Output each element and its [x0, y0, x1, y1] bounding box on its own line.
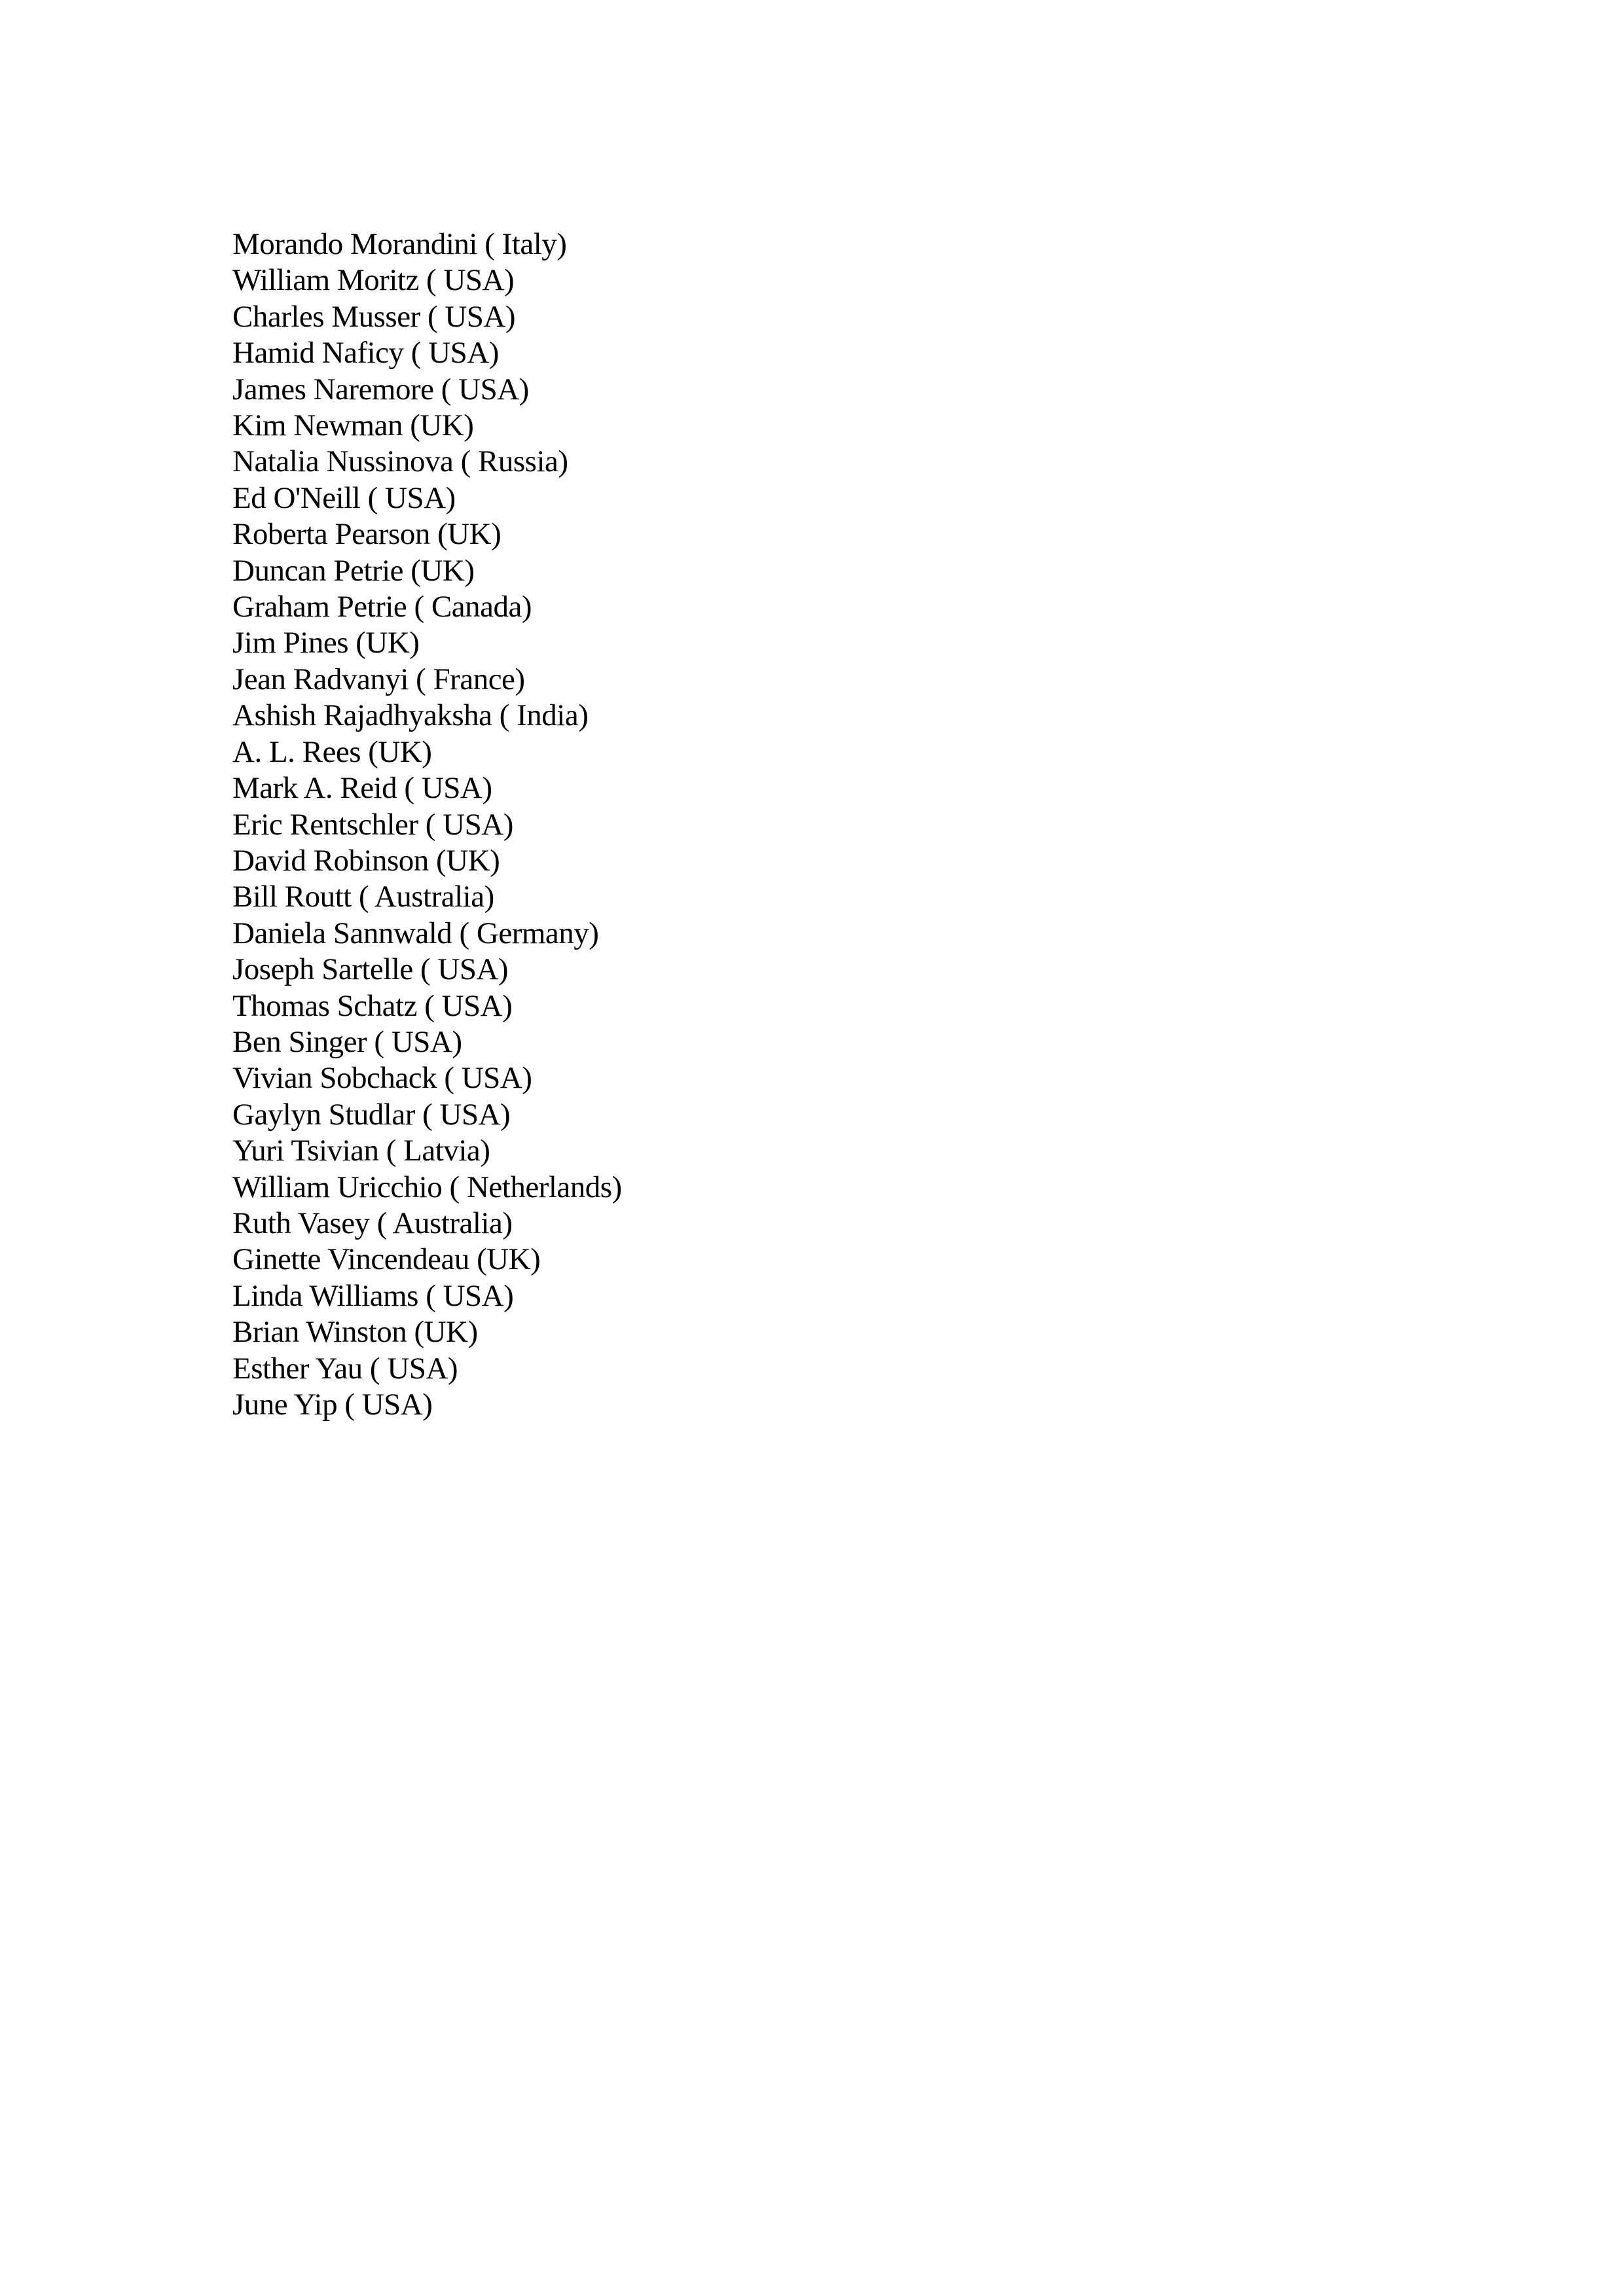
contributor-entry: Jean Radvanyi ( France) [232, 662, 525, 696]
contributor-entry: Roberta Pearson (UK) [232, 517, 501, 552]
contributor-list [232, 226, 622, 1423]
contributor-entry: James Naremore ( USA) [232, 372, 529, 406]
contributor-entry: Ruth Vasey ( Australia) [232, 1206, 513, 1240]
contributor-entry: A. L. Rees (UK) [232, 734, 432, 769]
contributor-entry: Kim Newman (UK) [232, 408, 474, 443]
contributor-entry: Ed O'Neill ( USA) [232, 480, 456, 515]
contributor-entry: William Moritz ( USA) [232, 263, 515, 298]
contributor-entry: Morando Morandini ( Italy) [232, 227, 567, 261]
contributor-entry: Bill Routt ( Australia) [232, 880, 494, 914]
contributor-entry: Vivian Sobchack ( USA) [232, 1061, 532, 1096]
contributor-entry: Charles Musser ( USA) [232, 299, 516, 334]
contributor-entry: Joseph Sartelle ( USA) [232, 952, 509, 987]
contributor-entry: Yuri Tsivian ( Latvia) [232, 1134, 490, 1168]
contributor-entry: Thomas Schatz ( USA) [232, 988, 513, 1023]
contributor-entry: Jim Pines (UK) [232, 626, 420, 660]
contributor-entry: Ben Singer ( USA) [232, 1024, 462, 1059]
contributor-entry: Esther Yau ( USA) [232, 1351, 458, 1386]
contributor-entry: Eric Rentschler ( USA) [232, 807, 513, 842]
contributor-entry: Gaylyn Studlar ( USA) [232, 1097, 511, 1132]
contributor-entry: Brian Winston (UK) [232, 1315, 478, 1350]
contributor-entry: Ashish Rajadhyaksha ( India) [232, 698, 589, 733]
contributor-entry: Linda Williams ( USA) [232, 1278, 514, 1313]
contributor-entry: Ginette Vincendeau (UK) [232, 1242, 541, 1277]
contributor-entry: William Uricchio ( Netherlands) [232, 1170, 622, 1204]
contributor-entry: June Yip ( USA) [232, 1388, 433, 1422]
contributor-entry: Hamid Naficy ( USA) [232, 336, 499, 370]
contributor-entry: Duncan Petrie (UK) [232, 553, 475, 588]
contributor-entry: Mark A. Reid ( USA) [232, 771, 492, 806]
contributor-entry: Daniela Sannwald ( Germany) [232, 916, 599, 950]
contributor-entry: David Robinson (UK) [232, 843, 500, 878]
contributor-entry: Graham Petrie ( Canada) [232, 590, 532, 624]
contributor-entry: Natalia Nussinova ( Russia) [232, 444, 568, 479]
